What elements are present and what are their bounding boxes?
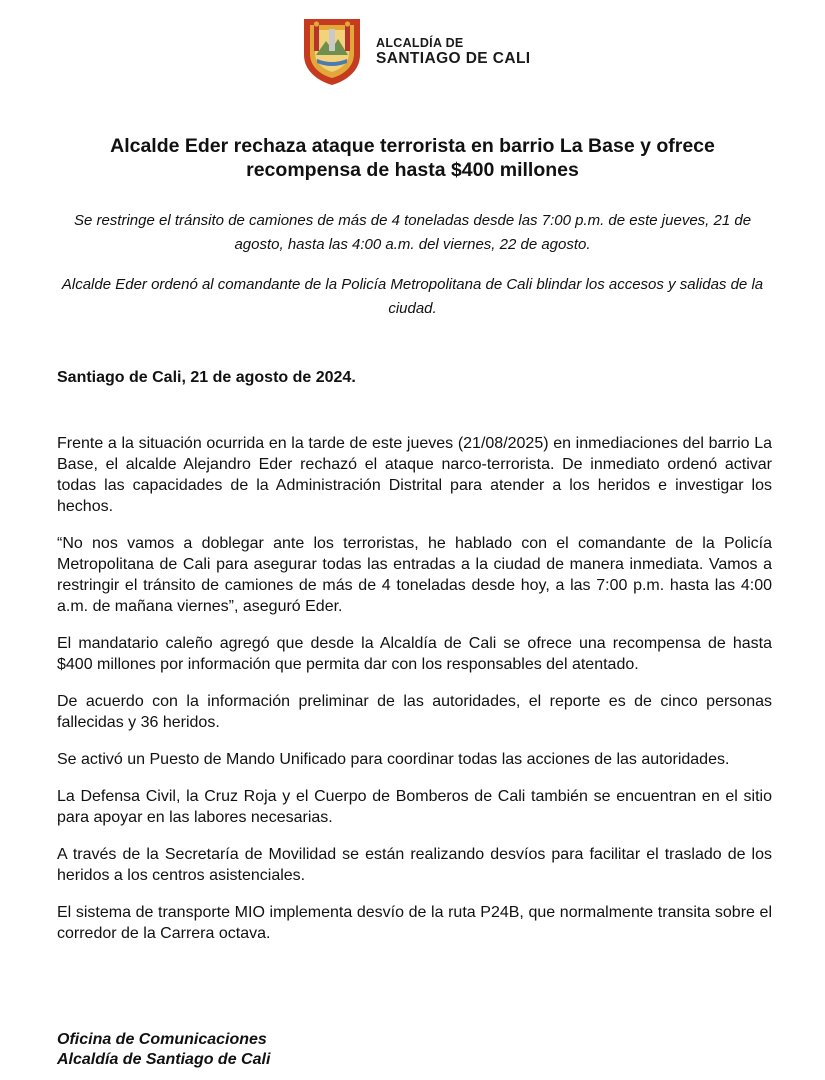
article-body bbox=[57, 433, 772, 960]
signature-line1: Oficina de Comunicaciones bbox=[57, 1031, 267, 1048]
subtitle-police-order: Alcalde Eder ordenó al comandante de la Policía Metropolitana de Cali blindar los accesos y salidas de la ciudad. bbox=[61, 276, 764, 317]
org-name bbox=[376, 37, 531, 68]
org-name-line2: SANTIAGO DE CALI bbox=[376, 50, 531, 68]
headline bbox=[60, 134, 765, 182]
paragraph: El sistema de transporte MIO implementa desvío de la ruta P24B, que normalmente transita sobre el corredor de la Carrera octava. bbox=[57, 904, 772, 942]
headline-line1: Alcalde Eder rechaza ataque terrorista en barrio La Base y ofrece bbox=[110, 135, 715, 157]
headline-line2: recompensa de hasta $400 millones bbox=[246, 159, 579, 181]
cali-coat-of-arms-icon bbox=[300, 15, 364, 87]
paragraph: Frente a la situación ocurrida en la tarde de este jueves (21/08/2025) en inmediaciones del barrio La Base, el alcalde Alejandro Eder rechazó el ataque narco-terrorista. De inmediato ordenó activar todas las capacidades de la Administración Distrital para atender a los heridos e investigar los hechos. bbox=[57, 435, 772, 515]
subtitle-traffic-restriction: Se restringe el tránsito de camiones de más de 4 toneladas desde las 7:00 p.m. de este jueves, 21 de agosto, hasta las 4:00 a.m. del viernes, 22 de agosto. bbox=[73, 212, 752, 253]
signature bbox=[57, 1030, 270, 1070]
org-name-line1: ALCALDÍA DE bbox=[376, 35, 464, 50]
paragraph: De acuerdo con la información preliminar de las autoridades, el reporte es de cinco personas fallecidas y 36 heridos. bbox=[57, 693, 772, 731]
dateline: Santiago de Cali, 21 de agosto de 2024. bbox=[57, 369, 356, 386]
signature-line2: Alcaldía de Santiago de Cali bbox=[57, 1051, 271, 1068]
page-header bbox=[300, 14, 531, 88]
paragraph: La Defensa Civil, la Cruz Roja y el Cuerpo de Bomberos de Cali también se encuentran en el sitio para apoyar en las labores necesarias. bbox=[57, 788, 772, 826]
paragraph: Se activó un Puesto de Mando Unificado para coordinar todas las acciones de las autoridades. bbox=[57, 751, 730, 768]
paragraph: “No nos vamos a doblegar ante los terroristas, he hablado con el comandante de la Policía Metropolitana de Cali para asegurar todas las entradas a la ciudad de manera inmediata. Vamos a restringir el tránsito de camiones de más de 4 toneladas desde hoy, a las 7:00 p.m. hasta las 4:00 a.m. de mañana viernes”, aseguró Eder. bbox=[57, 535, 772, 615]
paragraph: El mandatario caleño agregó que desde la Alcaldía de Cali se ofrece una recompensa de hasta $400 millones por información que permita dar con los responsables del atentado. bbox=[57, 635, 772, 673]
paragraph: A través de la Secretaría de Movilidad se están realizando desvíos para facilitar el traslado de los heridos a los centros asistenciales. bbox=[57, 846, 772, 884]
